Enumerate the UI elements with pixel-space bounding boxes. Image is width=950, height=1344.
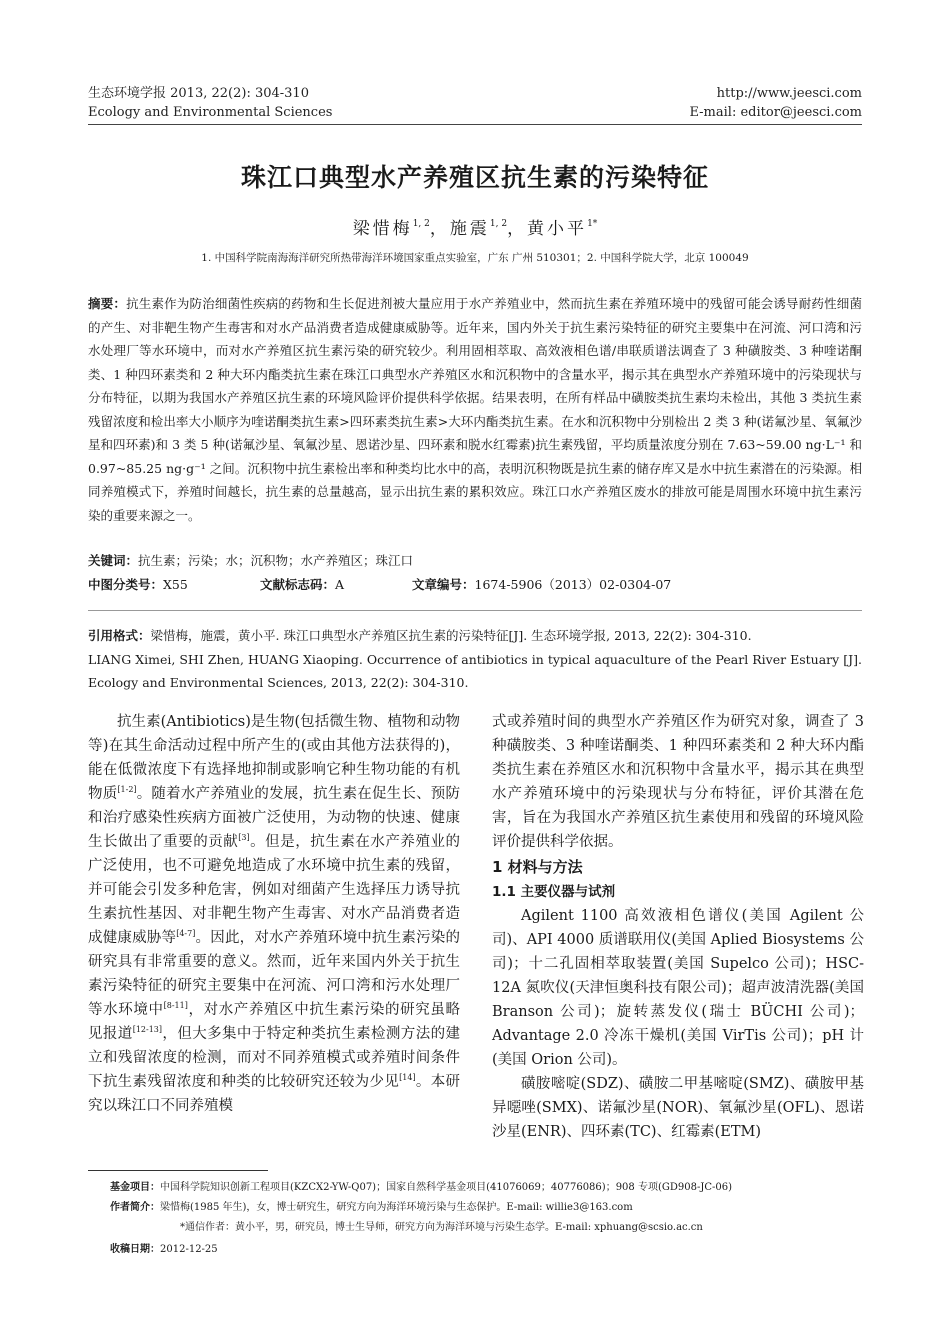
footnote-corresponding: *通信作者：黄小平，男，研究员，博士生导师，研究方向为海洋环境与污染生态学。E-mail: xphuang@scsio.ac.cn xyxy=(180,1222,703,1233)
doc-label: 文献标志码： xyxy=(260,577,336,592)
clc-number xyxy=(88,575,188,593)
keywords-text: 抗生素；污染；水；沉积物；水产养殖区；珠江口 xyxy=(138,553,414,568)
citation-cn: 梁惜梅，施震，黄小平. 珠江口典型水产养殖区抗生素的污染特征[J]. 生态环境学报, 2013, 22(2): 304-310. xyxy=(150,628,752,643)
body-text: ，对水产养殖区中抗生素污染的研究虽略见报道 xyxy=(88,1002,461,1042)
body-left-column xyxy=(88,710,460,1118)
intro-paragraph xyxy=(88,710,460,1118)
reference-marker[interactable]: [8-11] xyxy=(163,1001,188,1010)
paper-title: 珠江口典型水产养殖区抗生素的污染特征 xyxy=(240,163,709,192)
doc-code xyxy=(260,575,344,593)
journal-header-cn: 生态环境学报 2013, 22(2): 304-310 xyxy=(88,86,309,101)
author-name: ，施震 xyxy=(429,219,490,239)
body-text: 。但是，抗生素在水产养殖业的广泛使用，也不可避免地造成了水环境中抗生素的残留，并可能会引发多种危害，例如对细菌产生选择压力诱导抗生素抗性基因、对非靶生物产生毒害、对水产品消费者造成健康威胁等 xyxy=(88,834,461,946)
clc-label: 中图分类号： xyxy=(88,577,164,592)
keywords xyxy=(88,551,413,569)
author-affil-sup: 1, 2 xyxy=(412,219,430,229)
footnote-date xyxy=(110,1242,870,1258)
body-text: ，但大多集中于特定种类抗生素检测方法的建立和残留浓度的检测，而对不同养殖模式或养殖时间条件下抗生素残留浓度和种类的比较研究还较为少见 xyxy=(88,1026,461,1090)
subsection-heading: 1.1 主要仪器与试剂 xyxy=(492,884,616,900)
body-text: 。随着水产养殖业的发展，抗生素在促生长、预防和治疗感染性疾病方面被广泛使用，为动物的快速、健康生长做出了重要的贡献 xyxy=(88,786,460,850)
author-text: 梁惜梅(1985 年生)，女，博士研究生，研究方向为海洋环境污染与生态保护。E-mail: willie3@163.com xyxy=(160,1202,633,1213)
article-label: 文章编号： xyxy=(412,577,475,592)
section-heading: 1 材料与方法 xyxy=(492,858,583,876)
abstract xyxy=(88,292,862,527)
affiliation: 1. 中国科学院南海海洋研究所热带海洋环境国家重点实验室，广东 广州 510301；2. 中国科学院大学，北京 100049 xyxy=(201,252,749,264)
footnote-rule xyxy=(88,1170,268,1171)
reagents-paragraph: 磺胺嘧啶(SDZ)、磺胺二甲基嘧啶(SMZ)、磺胺甲基异噁唑(SMX)、诺氟沙星(NOR)、氧氟沙星(OFL)、恩诺沙星(ENR)、四环素(TC)、红霉素(ETM) xyxy=(492,1076,864,1140)
clc-value: X55 xyxy=(163,577,188,592)
article-value: 1674-5906（2013）02-0304-07 xyxy=(474,577,672,592)
journal-header-en: Ecology and Environmental Sciences xyxy=(88,105,333,120)
article-number xyxy=(412,575,671,593)
instruments-paragraph: Agilent 1100 高效液相色谱仪(美国 Agilent 公司)、API 4000 质谱联用仪(美国 Aplied Biosystems 公司)；十二孔固相萃取装置(美国 Supelco 公司)；HSC-12A 氮吹仪(天津恒奥科技有限公司)；超声波清洗器(美国 Branson 公司)；旋转蒸发仪(瑞士 BÜCHI 公司)；Advantage 2.0 冷冻干燥机(美国 VirTis 公司)；pH 计(美国 Orion 公司)。 xyxy=(492,908,864,1068)
journal-email[interactable]: E-mail: editor@jeesci.com xyxy=(689,105,862,120)
footnote-author xyxy=(110,1200,870,1216)
reference-marker[interactable]: [3] xyxy=(238,833,250,842)
intro-continuation: 式或养殖时间的典型水产养殖区作为研究对象，调查了 3 种磺胺类、3 种喹诺酮类、1 种四环素类和 2 种大环内酯类抗生素在养殖区水和沉积物中含量水平，揭示其在典型水产养殖环境中的污染现状与分布特征，评价其潜在危害，旨在为我国水产养殖区抗生素使用和残留的环境风险评价提供科学依据。 xyxy=(492,714,864,850)
date-text: 2012-12-25 xyxy=(160,1244,218,1255)
author-list xyxy=(0,214,950,239)
reference-marker[interactable]: [12-13] xyxy=(132,1025,163,1034)
journal-url[interactable]: http://www.jeesci.com xyxy=(716,86,862,101)
header-rule xyxy=(88,124,862,125)
author-name: 梁惜梅 xyxy=(352,219,413,239)
body-text: 。本研究以珠江口不同养殖模 xyxy=(88,1074,461,1114)
footnote-fund xyxy=(110,1180,870,1196)
date-label: 收稿日期： xyxy=(110,1244,160,1255)
citation-label: 引用格式： xyxy=(88,628,151,643)
doc-value: A xyxy=(335,577,345,592)
keywords-label: 关键词： xyxy=(88,553,139,568)
body-text: 抗生素(Antibiotics)是生物(包括微生物、植物和动物等)在其生命活动过程中所产生的(或由其他方法获得的)，能在低微浓度下有选择地抑制或影响它种生物功能的有机物质 xyxy=(88,714,460,802)
citation xyxy=(88,624,862,695)
abstract-text: 抗生素作为防治细菌性疾病的药物和生长促进剂被大量应用于水产养殖业中，然而抗生素在养殖环境中的残留可能会诱导耐药性细菌的产生、对非靶生物产生毒害和对水产品消费者造成健康威胁等。近年来，国内外关于抗生素污染特征的研究主要集中在河流、河口湾和污水处理厂等水环境中，而对水产养殖区抗生素污染的研究较少。利用固相萃取、高效液相色谱/串联质谱法调查了 3 种磺胺类、3 种喹诺酮类、1 种四环素类和 2 种大环内酯类抗生素在珠江口典型水产养殖区水和沉积物中的含量水平，揭示其在典型水产养殖环境中的污染现状与分布特征，以期为我国水产养殖区抗生素的环境风险评价提供科学依据。结果表明，在所有样品中磺胺类抗生素均未检出，其他 3 类抗生素残留浓度和检出率大小顺序为喹诺酮类抗生素>四环素类抗生素>大环内酯类抗生素。在水和沉积物中分别检出 2 类 3 种(诺氟沙星、氧氟沙星和四环素)和 3 类 5 种(诺氟沙星、氧氟沙星、恩诺沙星、四环素和脱水红霉素)抗生素残留，平均质量浓度分别在 7.63~59.00 ng·L⁻¹ 和 0.97~85.25 ng·g⁻¹ 之间。沉积物中抗生素检出率和种类均比水中的高，表明沉积物既是抗生素的储存库又是水中抗生素潜在的污染源。相同养殖模式下，养殖时间越长，抗生素的总量越高，显示出抗生素的累积效应。珠江口水产养殖区废水的排放可能是周围水环境中抗生素污染的重要来源之一。 xyxy=(88,296,862,523)
author-name: ，黄小平 xyxy=(507,219,588,239)
reference-marker[interactable]: [1-2] xyxy=(117,785,137,794)
author-affil-sup: 1, 2 xyxy=(489,219,508,229)
author-affil-sup: 1* xyxy=(587,219,598,229)
fund-text: 中国科学院知识创新工程项目(KZCX2-YW-Q07)；国家自然科学基金项目(41076069；40776086)；908 专项(GD908-JC-06) xyxy=(160,1182,732,1193)
reference-marker[interactable]: [4-7] xyxy=(176,929,196,938)
author-label: 作者简介： xyxy=(110,1202,160,1213)
reference-marker[interactable]: [14] xyxy=(399,1073,416,1082)
citation-cn-line xyxy=(88,624,862,648)
abstract-rule xyxy=(88,610,862,611)
fund-label: 基金项目： xyxy=(110,1182,160,1193)
citation-en: LIANG Ximei, SHI Zhen, HUANG Xiaoping. Occurrence of antibiotics in typical aquaculture of the Pearl River Estuary [J]. Ecology and Environmental Sciences, 2013, 22(2): 304-310. xyxy=(88,651,862,690)
body-right-column xyxy=(492,710,864,1144)
abstract-label: 摘要： xyxy=(88,296,127,311)
body-text: 。因此，对水产养殖环境中抗生素污染的研究具有非常重要的意义。然而，近年来国内外关于抗生素污染特征的研究主要集中在河流、河口湾和污水处理厂等水环境中 xyxy=(88,930,460,1018)
